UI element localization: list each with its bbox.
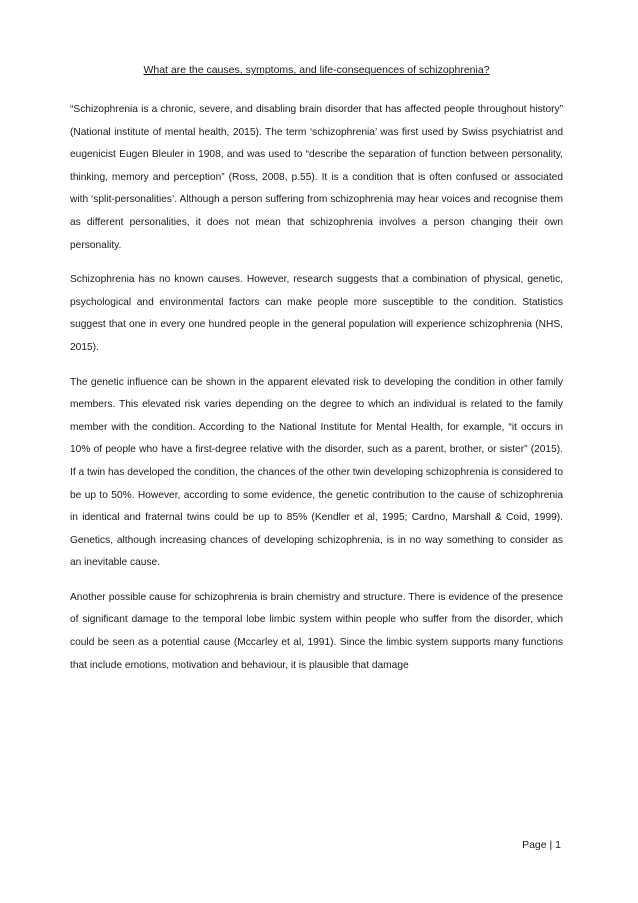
paragraph-introduction: “Schizophrenia is a chronic, severe, and disabling brain disorder that has affected people throughout history” (National institute of mental health, 2015). The term ‘schizophrenia’ was first used by Swiss psychiatrist and eugenicist Eugen Bleuler in 1908, and was used to “describe the separation of function between personality, thinking, memory and perception” (Ross, 2008, p.55). It is a condition that is often confused or associated with ‘split-personalities’. Although a person suffering from schizophrenia may hear voices and recognise them as different personalities, it does not mean that schizophrenia involves a person changing their own personality. xyxy=(70,104,563,251)
document-title: What are the causes, symptoms, and life-consequences of schizophrenia? xyxy=(143,64,490,76)
document-body xyxy=(70,63,563,689)
page-number-footer: Page | 1 xyxy=(522,839,561,851)
paragraph-causes: Schizophrenia has no known causes. However, research suggests that a combination of physical, genetic, psychological and environmental factors can make people more susceptible to the condition. Statistics suggest that one in every one hundred people in the general population will experience schizophrenia (NHS, 2015). xyxy=(70,274,563,353)
paragraph-brain-chemistry: Another possible cause for schizophrenia is brain chemistry and structure. There is evidence of the presence of significant damage to the temporal lobe limbic system within people who suffer from the disorder, which could be seen as a potential cause (Mccarley et al, 1991). Since the limbic system supports many functions that include emotions, motivation and behaviour, it is plausible that damage xyxy=(70,591,563,671)
paragraph-genetic-influence: The genetic influence can be shown in the apparent elevated risk to developing the condition in other family members. This elevated risk varies depending on the degree to which an individual is related to the family member with the condition. According to the National Institute for Mental Health, for example, “it occurs in 10% of people who have a first-degree relative with the disorder, such as a parent, brother, or sister” (2015). If a twin has developed the condition, the chances of the other twin developing schizophrenia is considered to be up to 50%. However, according to some evidence, the genetic contribution to the cause of schizophrenia in identical and fraternal twins could be up to 85% (Kendler et al, 1995; Cardno, Marshall & Coid, 1999). Genetics, although increasing chances of developing schizophrenia, is in no way something to consider as an inevitable cause. xyxy=(70,376,563,569)
